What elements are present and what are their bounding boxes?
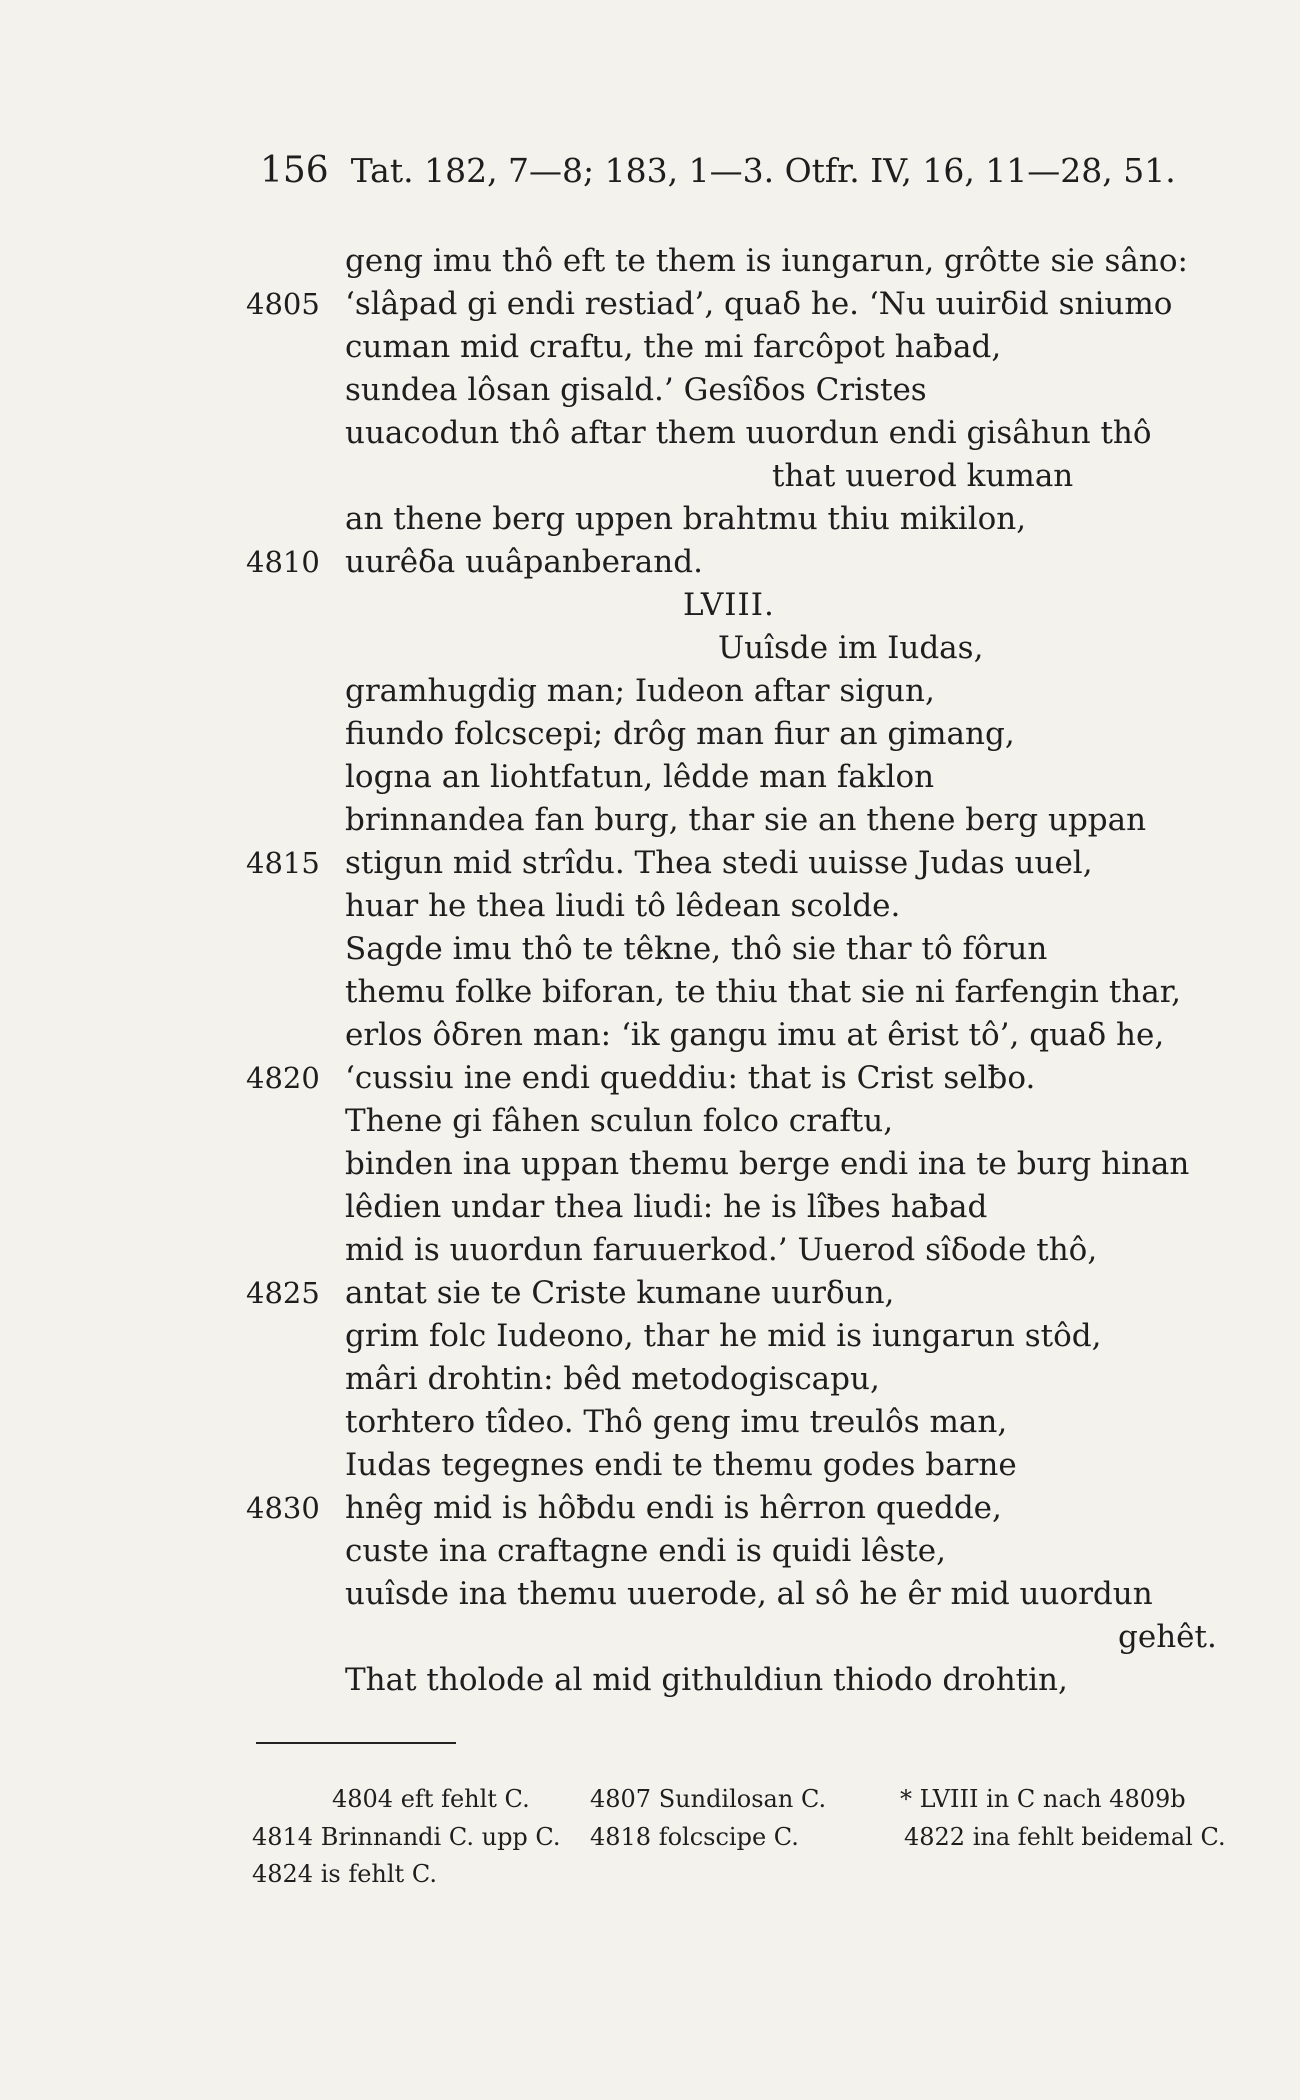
verse-line	[0, 369, 1300, 412]
verse-line	[0, 670, 1300, 713]
verse-text: that uuerod kuman	[772, 458, 1074, 494]
verse-line	[0, 498, 1300, 541]
footnote: 4807 Sundilosan C.	[590, 1785, 827, 1813]
verse-line	[0, 1014, 1300, 1057]
verse-line	[0, 455, 1300, 498]
chapter-heading-row	[0, 584, 1300, 627]
verse-text: torhtero tîdeo. Thô geng imu treulôs man,	[345, 1404, 1008, 1440]
verse-line	[0, 713, 1300, 756]
verse-line	[0, 1143, 1300, 1186]
line-number: 4825	[246, 1276, 320, 1310]
verse-line	[0, 1057, 1300, 1100]
verse-text: themu folke biforan, te thiu that sie ni farfengin thar,	[345, 974, 1181, 1010]
page-header	[260, 150, 1176, 191]
verse-line	[0, 799, 1300, 842]
verse-line	[0, 541, 1300, 584]
verse-text: fiundo folcscepi; drôg man fiur an gimang,	[345, 716, 1015, 752]
footnote: 4822 ina fehlt beidemal C.	[904, 1823, 1226, 1851]
verse-line	[0, 1530, 1300, 1573]
footnote: 4804 eft fehlt C.	[332, 1785, 530, 1813]
verse-text: antat sie te Criste kumane uurδun,	[345, 1275, 895, 1311]
verse-line	[0, 1659, 1300, 1702]
verse-text: brinnandea fan burg, thar sie an thene berg uppan	[345, 802, 1147, 838]
verse-text: grim folc Iudeono, thar he mid is iungarun stôd,	[345, 1318, 1102, 1354]
verse-text: Sagde imu thô te têkne, thô sie thar tô fôrun	[345, 931, 1048, 967]
verse-line	[0, 1100, 1300, 1143]
verse-line	[0, 971, 1300, 1014]
verse-line	[0, 885, 1300, 928]
verse-line	[0, 1401, 1300, 1444]
verse-text: Iudas tegegnes endi te themu godes barne	[345, 1447, 1017, 1483]
verse-text: logna an liohtfatun, lêdde man faklon	[345, 759, 935, 795]
verse-line	[0, 1272, 1300, 1315]
verse-text: Uuîsde im Iudas,	[718, 630, 984, 666]
line-number: 4830	[246, 1491, 320, 1525]
line-number: 4815	[246, 846, 320, 880]
verse-text: gramhugdig man; Iudeon aftar sigun,	[345, 673, 935, 709]
source-reference: Tat. 182, 7—8; 183, 1—3. Otfr. IV, 16, 11—28, 51.	[350, 151, 1176, 190]
verse-text: That tholode al mid githuldiun thiodo drohtin,	[345, 1662, 1068, 1698]
verse-line	[0, 1315, 1300, 1358]
footnote-divider	[256, 1742, 456, 1744]
verse-text: gehêt.	[1118, 1619, 1217, 1655]
verse-line	[0, 1487, 1300, 1530]
line-number: 4805	[246, 287, 320, 321]
verse-text: uurêδa uuâpanberand.	[345, 544, 703, 580]
verse-line	[0, 928, 1300, 971]
verse-line	[0, 240, 1300, 283]
chapter-heading: LVIII.	[683, 587, 775, 623]
poem-text	[0, 240, 1300, 1702]
footnote: 4818 folcscipe C.	[590, 1823, 799, 1851]
verse-text: sundea lôsan gisald.’ Gesîδos Cristes	[345, 372, 927, 408]
footnote: 4824 is fehlt C.	[252, 1860, 437, 1888]
verse-text: mid is uuordun faruuerkod.’ Uuerod sîδode thô,	[345, 1232, 1098, 1268]
verse-text: ‘cussiu ine endi queddiu: that is Crist selƀo.	[345, 1060, 1036, 1096]
line-number: 4820	[246, 1061, 320, 1095]
verse-text: stigun mid strîdu. Thea stedi uuisse Judas uuel,	[345, 845, 1093, 881]
verse-text: geng imu thô eft te them is iungarun, grôtte sie sâno:	[345, 243, 1188, 279]
verse-text: hnêg mid is hôƀdu endi is hêrron quedde,	[345, 1490, 1002, 1526]
footnote: 4814 Brinnandi C. upp C.	[252, 1823, 561, 1851]
verse-line	[0, 283, 1300, 326]
verse-line	[0, 326, 1300, 369]
verse-line	[0, 1229, 1300, 1272]
verse-text: uuacodun thô aftar them uuordun endi gisâhun thô	[345, 415, 1152, 451]
page-number: 156	[260, 150, 329, 191]
verse-line	[0, 1616, 1300, 1659]
verse-line	[0, 1358, 1300, 1401]
verse-line	[0, 756, 1300, 799]
verse-text: uuîsde ina themu uuerode, al sô he êr mid uuordun	[345, 1576, 1153, 1612]
verse-line	[0, 412, 1300, 455]
verse-text: an thene berg uppen brahtmu thiu mikilon,	[345, 501, 1027, 537]
verse-text: ‘slâpad gi endi restiad’, quaδ he. ‘Nu uuirδid sniumo	[345, 286, 1173, 322]
verse-line	[0, 1444, 1300, 1487]
verse-text: lêdien undar thea liudi: he is lîƀes haƀad	[345, 1189, 988, 1225]
verse-line	[0, 842, 1300, 885]
verse-line	[0, 1186, 1300, 1229]
verse-text: custe ina craftagne endi is quidi lêste,	[345, 1533, 946, 1569]
verse-text: mâri drohtin: bêd metodogiscapu,	[345, 1361, 880, 1397]
line-number: 4810	[246, 545, 320, 579]
footnote: * LVIII in C nach 4809b	[900, 1785, 1186, 1813]
verse-text: cuman mid craftu, the mi farcôpot haƀad,	[345, 329, 1002, 365]
verse-text: erlos ôδren man: ‘ik gangu imu at êrist tô’, quaδ he,	[345, 1017, 1165, 1053]
verse-line	[0, 1573, 1300, 1616]
verse-text: huar he thea liudi tô lêdean scolde.	[345, 888, 901, 924]
verse-text: Thene gi fâhen sculun folco craftu,	[345, 1103, 894, 1139]
verse-text: binden ina uppan themu berge endi ina te burg hinan	[345, 1146, 1190, 1182]
verse-line	[0, 627, 1300, 670]
